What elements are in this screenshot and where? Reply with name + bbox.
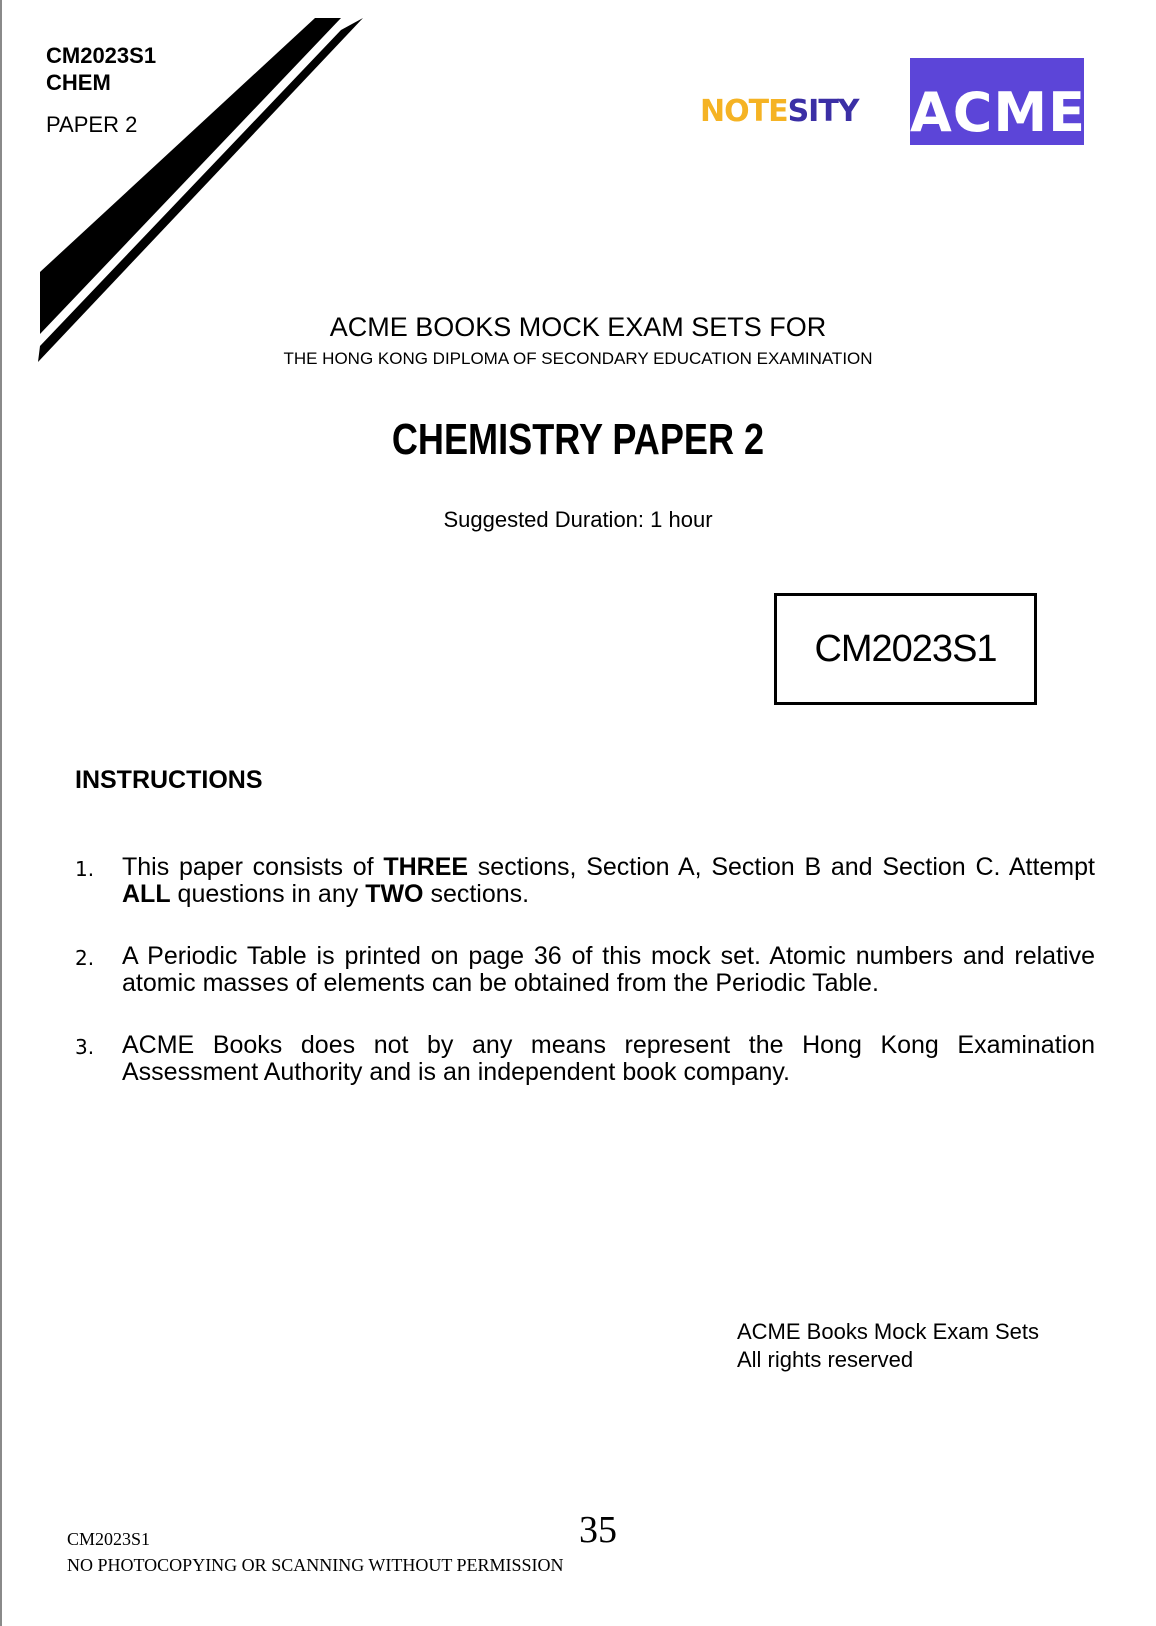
- acme-logo-text: ACME: [910, 81, 1087, 144]
- instruction-number: 1.: [75, 857, 95, 881]
- instruction-text: A Periodic Table is printed on page 36 of this mock set. Atomic numbers and relative atomic masses of elements can be obtained from the Periodic Table.: [122, 942, 1095, 997]
- instruction-number: 3.: [75, 1035, 95, 1059]
- instruction-item-1: [75, 854, 1095, 908]
- header-paper: PAPER 2: [46, 112, 138, 137]
- footer-copyright-warning: NO PHOTOCOPYING OR SCANNING WITHOUT PERMISSION: [67, 1555, 564, 1575]
- header-subject: CHEM: [46, 70, 111, 95]
- instruction-text: This paper consists of THREE sections, Section A, Section B and Section C. Attempt ALL questions in any TWO sections.: [122, 853, 1095, 908]
- instruction-item-3: [75, 1032, 1095, 1086]
- paper-title: CHEMISTRY PAPER 2: [391, 415, 765, 464]
- instructions-heading: INSTRUCTIONS: [75, 766, 263, 794]
- instruction-item-2: [75, 943, 1095, 997]
- series-subtitle: THE HONG KONG DIPLOMA OF SECONDARY EDUCATION EXAMINATION: [283, 349, 873, 368]
- notesity-logo-part2: SITY: [787, 94, 859, 129]
- footer-exam-code: CM2023S1: [67, 1529, 151, 1549]
- suggested-duration: Suggested Duration: 1 hour: [443, 507, 713, 532]
- series-title: ACME BOOKS MOCK EXAM SETS FOR: [329, 312, 827, 342]
- notesity-logo: [700, 94, 859, 130]
- notesity-logo-part1: NOTE: [700, 94, 788, 129]
- acme-logo: [910, 58, 1087, 145]
- exam-code-box-text: CM2023S1: [814, 627, 997, 670]
- exam-code-box: [774, 593, 1037, 705]
- rights-line-2: All rights reserved: [737, 1347, 914, 1372]
- rights-notice: [737, 1318, 1039, 1374]
- header-exam-code: CM2023S1: [46, 43, 157, 68]
- rights-line-1: ACME Books Mock Exam Sets: [737, 1319, 1039, 1344]
- instruction-number: 2.: [75, 946, 95, 970]
- page-number: 35: [579, 1509, 617, 1551]
- instruction-text: ACME Books does not by any means represent the Hong Kong Examination Assessment Authority and is an independent book company.: [122, 1031, 1095, 1086]
